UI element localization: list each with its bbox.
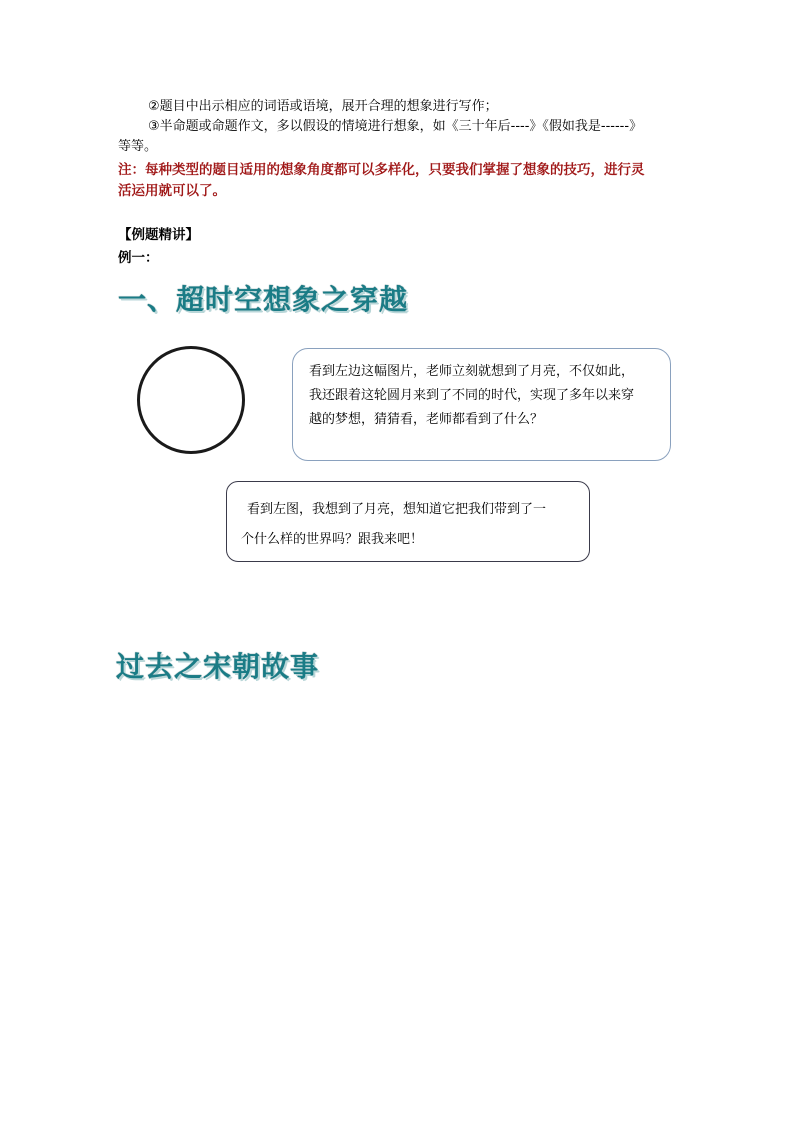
student-speech-bubble xyxy=(226,481,590,562)
teacher-bubble-line-2: 我还跟着这轮圆月来到了不同的时代，实现了多年以来穿 xyxy=(309,388,635,403)
teacher-speech-bubble xyxy=(292,348,671,461)
section-title: 一、超时空想象之穿越 xyxy=(118,283,409,316)
teacher-bubble-line-3: 越的梦想，猜猜看，老师都看到了什么？ xyxy=(309,412,544,427)
teacher-bubble-line-1: 看到左边这幅图片，老师立刻就想到了月亮，不仅如此， xyxy=(309,364,635,379)
intro-line-3: ③半命题或命题作文，多以假设的情境进行想象，如《三十年后----》《假如我是------》 xyxy=(148,119,643,134)
moon-circle-image xyxy=(137,346,245,454)
example-heading: 【例题精讲】 xyxy=(118,227,199,243)
example-label: 例一： xyxy=(118,250,159,266)
intro-line-2: ②题目中出示相应的词语或语境，展开合理的想象进行写作； xyxy=(148,99,498,114)
note-line-2: 活运用就可以了。 xyxy=(118,183,226,199)
subtitle-song-dynasty: 过去之宋朝故事 xyxy=(116,650,320,683)
student-bubble-line-1: 看到左图，我想到了月亮，想知道它把我们带到了一 xyxy=(247,502,547,517)
student-bubble-line-2: 个什么样的世界吗？跟我来吧！ xyxy=(241,532,424,547)
intro-line-3-cont: 等等。 xyxy=(118,139,158,154)
note-line-1: 注：每种类型的题目适用的想象角度都可以多样化，只要我们掌握了想象的技巧，进行灵 xyxy=(118,162,645,178)
